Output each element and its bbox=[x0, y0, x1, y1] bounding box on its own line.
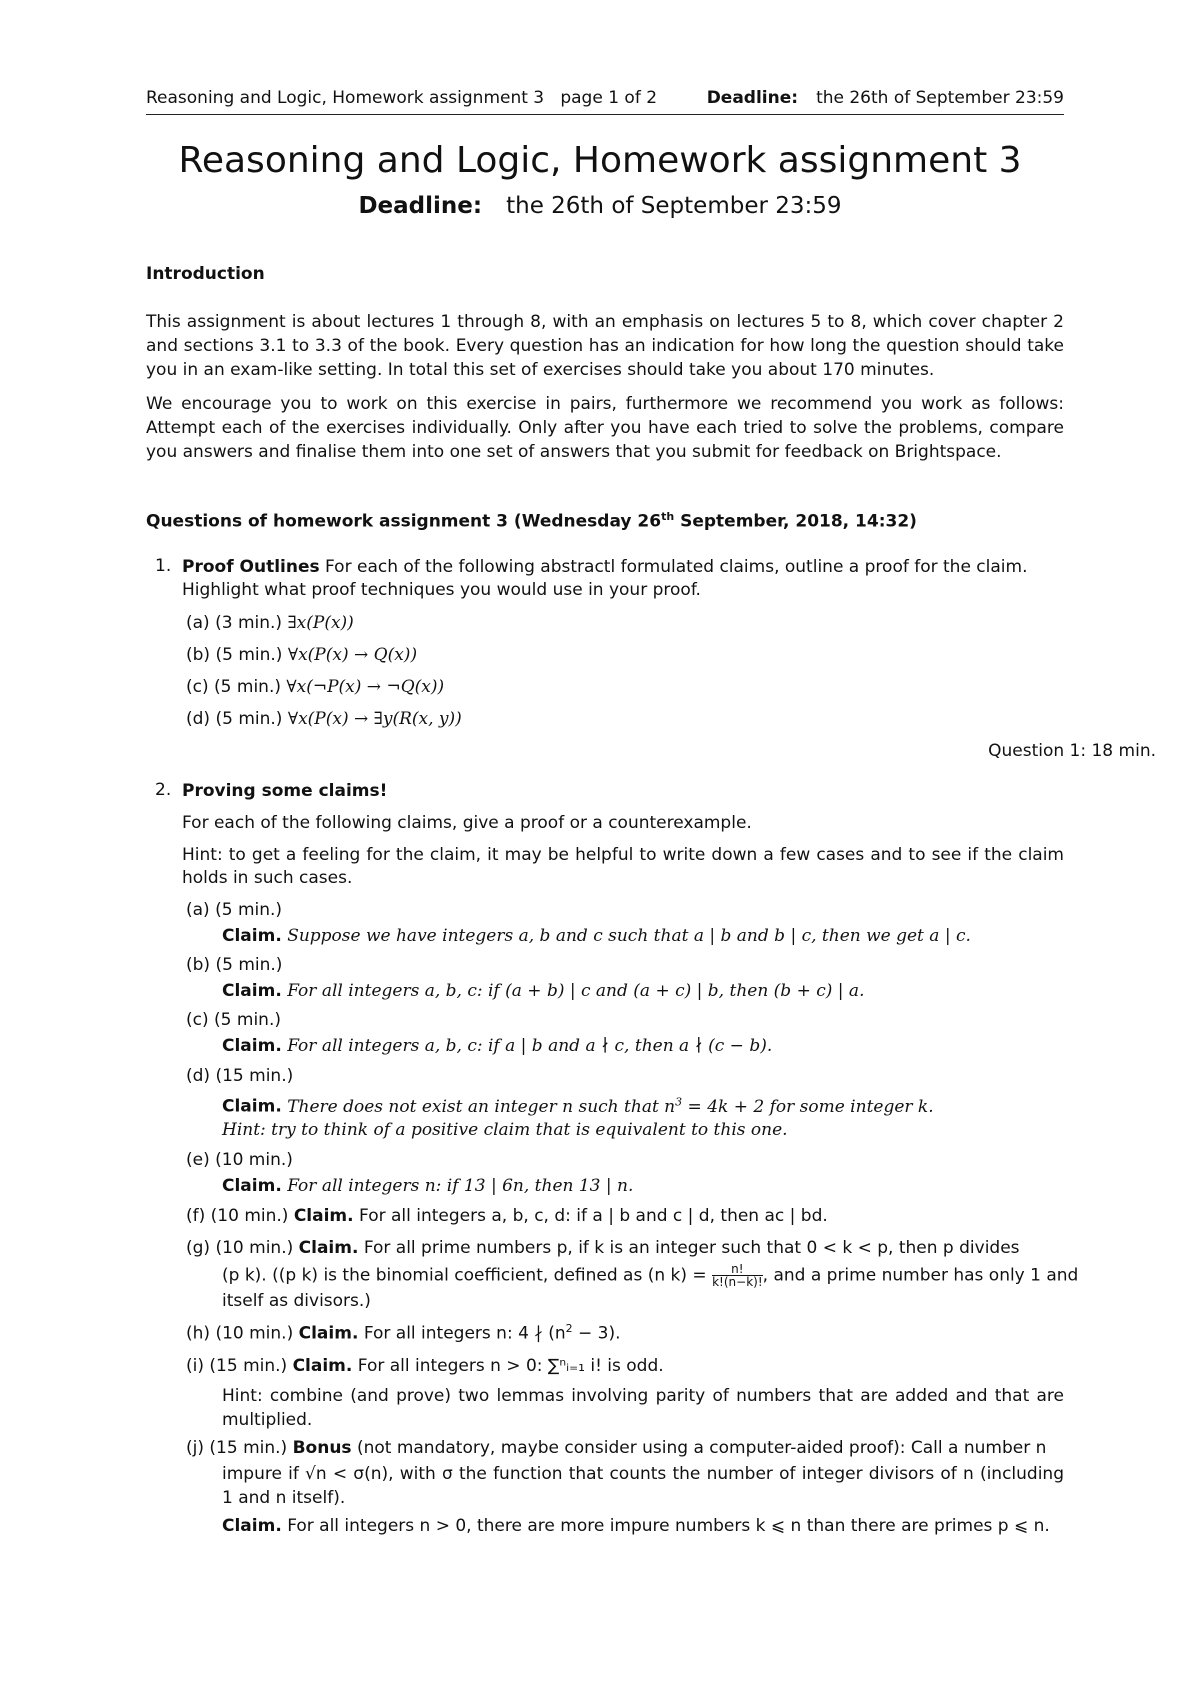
claim-exponent: 2 bbox=[565, 1322, 573, 1335]
question-2g-line-3: itself as divisors.) bbox=[222, 1291, 371, 1311]
deadline-value: the 26th of September 23:59 bbox=[506, 193, 842, 219]
introduction-paragraph-1: This assignment is about lectures 1 through 8, with an emphasis on lectures 5 to 8, which cover chapter 2 and sections 3.1 to 3.3 of the book. Every question has an indication for how long the question should take you in an exam-like setting. In total this set of exercises should take you about 170 minutes. bbox=[146, 312, 1064, 380]
claim-label: Claim. bbox=[222, 1096, 282, 1117]
item-time: (10 min.) bbox=[210, 1206, 289, 1226]
question-2e-claim bbox=[222, 1174, 1064, 1198]
claim-text bbox=[287, 1097, 933, 1117]
claim-label: Claim. bbox=[222, 1176, 282, 1196]
question-2g bbox=[186, 1238, 1020, 1258]
item-label: (e) bbox=[186, 1150, 210, 1170]
claim-label: Claim. bbox=[292, 1356, 353, 1376]
running-header-deadline-value: the 26th of September 23:59 bbox=[816, 88, 1064, 108]
item-label: (d) bbox=[186, 709, 211, 729]
hint-text: Hint: try to think of a positive claim that is equivalent to this one. bbox=[222, 1120, 788, 1140]
question-2h bbox=[186, 1322, 621, 1344]
running-header-deadline-label: Deadline: bbox=[706, 88, 799, 108]
question-2i-hint: Hint: combine (and prove) two lemmas involving parity of numbers that are added and that are multiplied. bbox=[222, 1386, 1064, 1430]
question-2-intro: For each of the following claims, give a proof or a counterexample. bbox=[182, 813, 752, 833]
claim-text: For all integers n > 0, there are more impure numbers k ⩽ n than there are primes p ⩽ n. bbox=[287, 1516, 1050, 1536]
question-2c-claim bbox=[222, 1034, 1064, 1058]
item-time: (5 min.) bbox=[215, 709, 283, 729]
question-1c bbox=[186, 677, 444, 697]
claim-text-part: − 3). bbox=[572, 1323, 621, 1344]
question-2j-claim bbox=[222, 1514, 1064, 1538]
claim-exponent: 3 bbox=[675, 1095, 683, 1108]
question-1d bbox=[186, 709, 462, 729]
question-2d-hint bbox=[222, 1118, 1064, 1142]
question-2-title: Proving some claims! bbox=[182, 781, 388, 801]
question-1-title: Proof Outlines bbox=[182, 557, 320, 577]
question-2i bbox=[186, 1356, 664, 1376]
claim-label: Claim. bbox=[298, 1238, 359, 1258]
question-2b-claim bbox=[222, 979, 1064, 1003]
claim-text: For all integers a, b, c, d: if a | b and c | d, then ac | bd. bbox=[359, 1206, 828, 1226]
item-time: (5 min.) bbox=[215, 645, 283, 665]
question-1-number: 1. bbox=[155, 556, 172, 576]
question-2g-line-2 bbox=[222, 1262, 1079, 1289]
claim-text: For all integers n > 0: ∑ⁿᵢ₌₁ i! is odd. bbox=[357, 1356, 664, 1376]
claim-text: For all prime numbers p, if k is an integer such that 0 < k < p, then p divides bbox=[363, 1238, 1020, 1258]
item-label: (j) bbox=[186, 1438, 204, 1458]
item-time: (5 min.) bbox=[214, 677, 281, 697]
running-header-title: Reasoning and Logic, Homework assignment 3 page 1 of 2 bbox=[146, 88, 658, 108]
item-label: (h) bbox=[186, 1323, 211, 1344]
question-2a bbox=[186, 900, 282, 920]
question-2c bbox=[186, 1010, 281, 1030]
deadline-label: Deadline: bbox=[358, 193, 483, 219]
item-time: (10 min.) bbox=[215, 1323, 294, 1344]
question-2f bbox=[186, 1206, 828, 1226]
item-time: (5 min.) bbox=[215, 955, 283, 975]
question-2b bbox=[186, 955, 282, 975]
item-time: (3 min.) bbox=[215, 613, 283, 633]
claim-text: Suppose we have integers a, b and c such that a | b and b | c, then we get a | c. bbox=[287, 926, 971, 946]
claim-text-part: , and a prime number has only 1 and bbox=[762, 1265, 1079, 1286]
deadline-subtitle bbox=[0, 193, 1200, 219]
claim-label: Claim. bbox=[222, 1036, 282, 1056]
fraction-denominator: k!(n−k)! bbox=[712, 1275, 763, 1289]
item-label: (a) bbox=[186, 613, 210, 633]
question-1b bbox=[186, 645, 417, 665]
question-2a-claim bbox=[222, 924, 1064, 948]
question-1-total: Question 1: 18 min. bbox=[988, 741, 1156, 761]
item-time: (5 min.) bbox=[214, 1010, 281, 1030]
question-2d bbox=[186, 1066, 293, 1086]
claim-text: For all integers n: if 13 | 6n, then 13 | n. bbox=[287, 1176, 634, 1196]
question-1a bbox=[186, 613, 354, 633]
claim-label: Claim. bbox=[298, 1323, 359, 1344]
claim-label: Claim. bbox=[222, 981, 282, 1001]
item-formula: ∀x(¬P(x) → ¬Q(x)) bbox=[286, 677, 445, 697]
question-1-text bbox=[182, 556, 1064, 602]
introduction-paragraph-2: We encourage you to work on this exercise in pairs, furthermore we recommend you work as follows: Attempt each of the exercises individually. Only after you have each tried to solve the problems, compare you answers and finalise them into one set of answers that you submit for feedback on Brightspace. bbox=[146, 394, 1064, 462]
question-2j-definition: impure if √n < σ(n), with σ the function that counts the number of integer divisors of n (including 1 and n itself). bbox=[222, 1464, 1064, 1508]
bonus-intro: (not mandatory, maybe consider using a computer-aided proof): Call a number n bbox=[351, 1438, 1047, 1458]
claim-text-part: For all integers n: 4 ∤ (n bbox=[363, 1323, 566, 1344]
item-label: (f) bbox=[186, 1206, 206, 1226]
bonus-label: Bonus bbox=[292, 1438, 352, 1458]
item-time: (5 min.) bbox=[215, 900, 283, 920]
item-label: (d) bbox=[186, 1066, 211, 1086]
item-label: (i) bbox=[186, 1356, 204, 1376]
item-label: (c) bbox=[186, 677, 209, 697]
item-formula: ∀x(P(x) → Q(x)) bbox=[287, 645, 418, 665]
item-time: (10 min.) bbox=[215, 1150, 293, 1170]
question-2-number: 2. bbox=[155, 780, 172, 800]
claim-label: Claim. bbox=[293, 1206, 354, 1226]
item-formula: ∀x(P(x) → ∃y(R(x, y)) bbox=[287, 709, 462, 729]
question-2-hint: Hint: to get a feeling for the claim, it may be helpful to write down a few cases and to see if the claim holds in such cases. bbox=[182, 845, 1064, 888]
binomial-fraction bbox=[712, 1263, 763, 1288]
page-title: Reasoning and Logic, Homework assignment 3 bbox=[178, 140, 1022, 181]
introduction-heading: Introduction bbox=[146, 264, 265, 284]
item-label: (b) bbox=[186, 955, 211, 975]
claim-text-part: (p k). ((p k) is the binomial coefficient, defined as (n k) = bbox=[222, 1265, 707, 1286]
claim-text: For all integers a, b, c: if a | b and a ∤ c, then a ∤ (c − b). bbox=[287, 1036, 773, 1056]
item-label: (g) bbox=[186, 1238, 211, 1258]
claim-text-part: = 4k + 2 for some integer k. bbox=[682, 1096, 934, 1117]
item-label: (c) bbox=[186, 1010, 209, 1030]
item-time: (15 min.) bbox=[209, 1356, 288, 1376]
questions-heading-date: September, 2018, 14:32) bbox=[674, 511, 917, 532]
claim-text-part: There does not exist an integer n such that n bbox=[287, 1096, 676, 1117]
item-time: (10 min.) bbox=[215, 1238, 294, 1258]
item-time: (15 min.) bbox=[215, 1066, 294, 1086]
questions-heading-sup: th bbox=[661, 510, 675, 523]
question-2d-claim bbox=[222, 1090, 1064, 1119]
claim-text: For all integers a, b, c: if (a + b) | c and (a + c) | b, then (b + c) | a. bbox=[287, 981, 865, 1001]
running-header-deadline bbox=[707, 88, 1064, 108]
item-time: (15 min.) bbox=[209, 1438, 288, 1458]
question-1-description: For each of the following abstractl formulated claims, outline a proof for the claim. Highlight what proof techniques you would use in your proof. bbox=[182, 557, 1028, 600]
item-formula: ∃x(P(x)) bbox=[287, 613, 354, 633]
fraction-numerator: n! bbox=[712, 1263, 763, 1276]
claim-label: Claim. bbox=[222, 1516, 282, 1536]
questions-heading-text: Questions of homework assignment 3 (Wednesday 26 bbox=[146, 511, 662, 532]
question-2j bbox=[186, 1438, 1046, 1458]
item-label: (a) bbox=[186, 900, 210, 920]
claim-label: Claim. bbox=[222, 926, 282, 946]
question-2e bbox=[186, 1150, 293, 1170]
running-header bbox=[146, 86, 1064, 115]
item-label: (b) bbox=[186, 645, 211, 665]
questions-heading bbox=[146, 510, 917, 532]
